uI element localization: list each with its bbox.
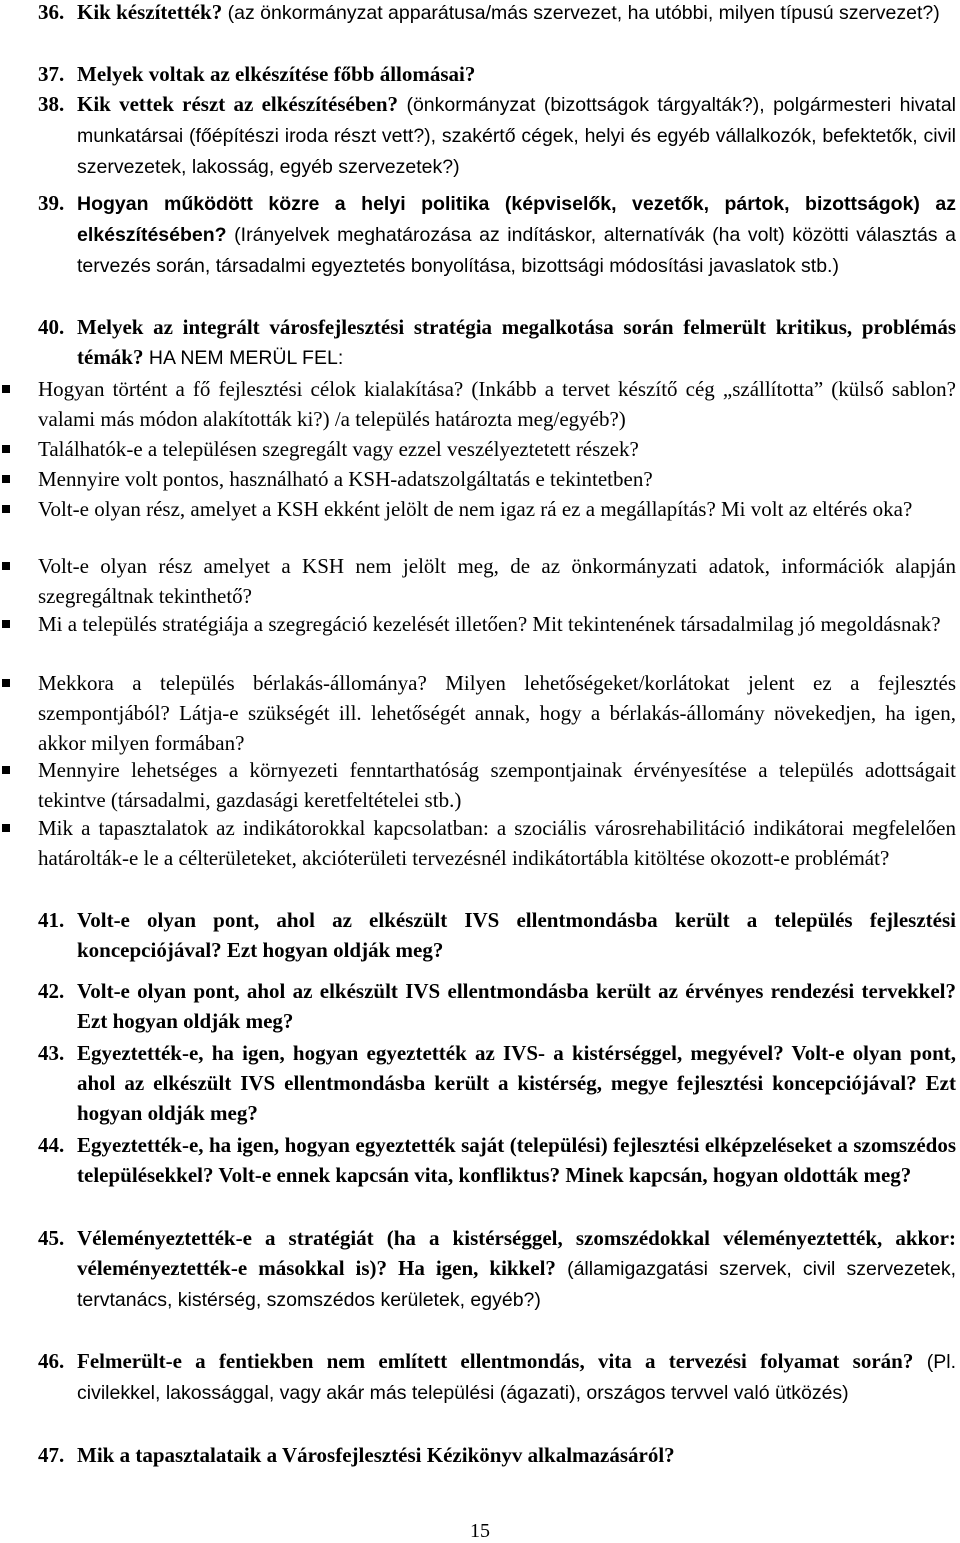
question-47 — [38, 1440, 956, 1470]
bullet-square-icon — [2, 679, 10, 687]
question-text: Melyek az integrált városfejlesztési stratégia megalkotása során felmerült kritikus, problémás témák? — [77, 315, 956, 369]
question-text: Hogyan működött közre a helyi politika (képviselők, vezetők, pártok, bizottságok) az elkészítésében? — [77, 193, 956, 246]
question-42 — [38, 976, 956, 1036]
bullet-square-icon — [2, 766, 10, 774]
bullet-square-icon — [2, 505, 10, 513]
bullet-square-icon — [2, 824, 10, 832]
list-item — [0, 464, 956, 494]
bullet-square-icon — [2, 445, 10, 453]
question-note: (Pl. civilekkel, lakossággal, vagy akár más települési (ágazati), országos tervvel való ütközés) — [77, 1351, 957, 1404]
bullet-square-icon — [2, 562, 10, 570]
question-text: Melyek voltak az elkészítése főbb állomásai? — [77, 62, 476, 86]
list-item — [0, 434, 956, 464]
list-item-text: Volt-e olyan rész amelyet a KSH nem jelölt meg, de az önkormányzati adatok, információk alapján szegregáltnak tekinthető? — [38, 554, 956, 608]
question-40 — [38, 312, 956, 373]
question-text: Kik készítették? — [77, 0, 223, 24]
question-number: 40. — [38, 315, 65, 339]
question-45 — [38, 1223, 956, 1315]
question-number: 36. — [38, 0, 65, 24]
question-note: HA NEM MERÜL FEL: — [143, 347, 344, 369]
question-text: Mik a tapasztalataik a Városfejlesztési Kézikönyv alkalmazásáról? — [77, 1443, 675, 1467]
list-item-text: Volt-e olyan rész, amelyet a KSH ekként jelölt de nem igaz rá ez a megállapítás? Mi volt az eltérés oka? — [38, 497, 913, 521]
question-38 — [38, 89, 956, 182]
question-text: Egyeztették-e, ha igen, hogyan egyeztették az IVS- a kistérséggel, megyével? Volt-e olyan pont, ahol az elkészült IVS ellentmondásba került a kistérség, megye fejlesztési koncepciójával? Ezt hogyan oldják meg? — [77, 1041, 956, 1125]
question-note: (önkormányzat (bizottságok tárgyalták?), polgármesteri hivatal munkatársai (főépítészi iroda részt vett?), szakértő cégek, helyi és egyéb vállalkozók, befektetők, civil szervezetek, lakosság, egyéb szervezetek?) — [77, 94, 956, 178]
question-39 — [38, 188, 956, 281]
question-43 — [38, 1038, 956, 1128]
list-item — [0, 609, 956, 639]
list-item — [0, 668, 956, 758]
question-text: Volt-e olyan pont, ahol az elkészült IVS ellentmondásba került a település fejlesztési koncepciójával? Ezt hogyan oldják meg? — [77, 908, 956, 962]
page-number: 15 — [470, 1520, 490, 1542]
bullet-square-icon — [2, 385, 10, 393]
question-36 — [38, 0, 956, 28]
list-item-text: Mik a tapasztalatok az indikátorokkal kapcsolatban: a szociális városrehabilitáció indikátorai megfelelően határolták-e le a célterületeket, akcióterületi tervezésnél indikátortábla kitöltése okozott-e problémát? — [38, 816, 956, 870]
question-text: Kik vettek részt az elkészítésében? — [77, 92, 399, 116]
question-41 — [38, 905, 956, 965]
question-46 — [38, 1346, 956, 1408]
list-item — [0, 551, 956, 611]
list-item-text: Mi a település stratégiája a szegregáció kezelését illetően? Mit tekintenének társadalmilag jó megoldásnak? — [38, 612, 941, 636]
question-note: (államigazgatási szervek, civil szervezetek, tervtanács, kistérség, szomszédos kerületek, egyéb?) — [77, 1258, 956, 1311]
question-number: 43. — [38, 1041, 65, 1065]
question-text: Volt-e olyan pont, ahol az elkészült IVS ellentmondásba került az érvényes rendezési tervekkel? Ezt hogyan oldják meg? — [77, 979, 956, 1033]
list-item — [0, 494, 956, 524]
question-37 — [38, 59, 956, 89]
list-item-text: Hogyan történt a fő fejlesztési célok kialakítása? (Inkább a tervet készítő cég „szállította” (külső sablon? valami más módon alakították ki?) /a település határozta meg/egyéb?) — [38, 377, 956, 431]
list-item-text: Találhatók-e a településen szegregált vagy ezzel veszélyeztetett részek? — [38, 437, 639, 461]
question-text: Egyeztették-e, ha igen, hogyan egyeztették saját (települési) fejlesztési elképzeléseket a szomszédos településekkel? Volt-e ennek kapcsán vita, konfliktus? Minek kapcsán, hogyan oldották meg? — [77, 1133, 956, 1187]
question-number: 41. — [38, 908, 65, 932]
list-item-text: Mekkora a település bérlakás-állománya? Milyen lehetőségeket/korlátokat jelent ez a fejlesztés szempontjából? Látja-e szükségét ill. lehetőségét annak, hogy a bérlakás-állomány növekedjen, ha igen, akkor milyen formában? — [38, 671, 956, 755]
question-number: 39. — [38, 191, 65, 215]
question-number: 45. — [38, 1226, 65, 1250]
question-number: 42. — [38, 979, 65, 1003]
question-text: Felmerült-e a fentiekben nem említett ellentmondás, vita a tervezési folyamat során? — [77, 1349, 914, 1373]
bullet-square-icon — [2, 475, 10, 483]
question-number: 47. — [38, 1443, 65, 1467]
question-note: (Irányelvek meghatározása az indításkor, alternatívák (ha volt) közötti választás a tervezés során, társadalmi egyeztetés bonyolítása, bizottsági módosítási javaslatok stb.) — [77, 224, 956, 277]
bullet-square-icon — [2, 620, 10, 628]
question-number: 46. — [38, 1349, 65, 1373]
question-note: (az önkormányzat apparátusa/más szervezet, ha utóbbi, milyen típusú szervezet?) — [222, 2, 940, 24]
question-number: 37. — [38, 62, 65, 86]
list-item — [0, 755, 956, 815]
list-item-text: Mennyire volt pontos, használható a KSH-adatszolgáltatás e tekintetben? — [38, 467, 653, 491]
question-text: Véleményeztették-e a stratégiát (ha a kistérséggel, szomszédokkal véleményeztették, akkor: véleményeztették-e másokkal is)? Ha igen, kikkel? — [77, 1226, 956, 1280]
question-44 — [38, 1130, 956, 1190]
list-item-text: Mennyire lehetséges a környezeti fenntarthatóság szempontjainak érvényesítése a település adottságait tekintve (társadalmi, gazdasági keretfeltételei stb.) — [38, 758, 956, 812]
list-item — [0, 374, 956, 434]
question-number: 38. — [38, 92, 65, 116]
list-item — [0, 813, 956, 873]
question-number: 44. — [38, 1133, 65, 1157]
